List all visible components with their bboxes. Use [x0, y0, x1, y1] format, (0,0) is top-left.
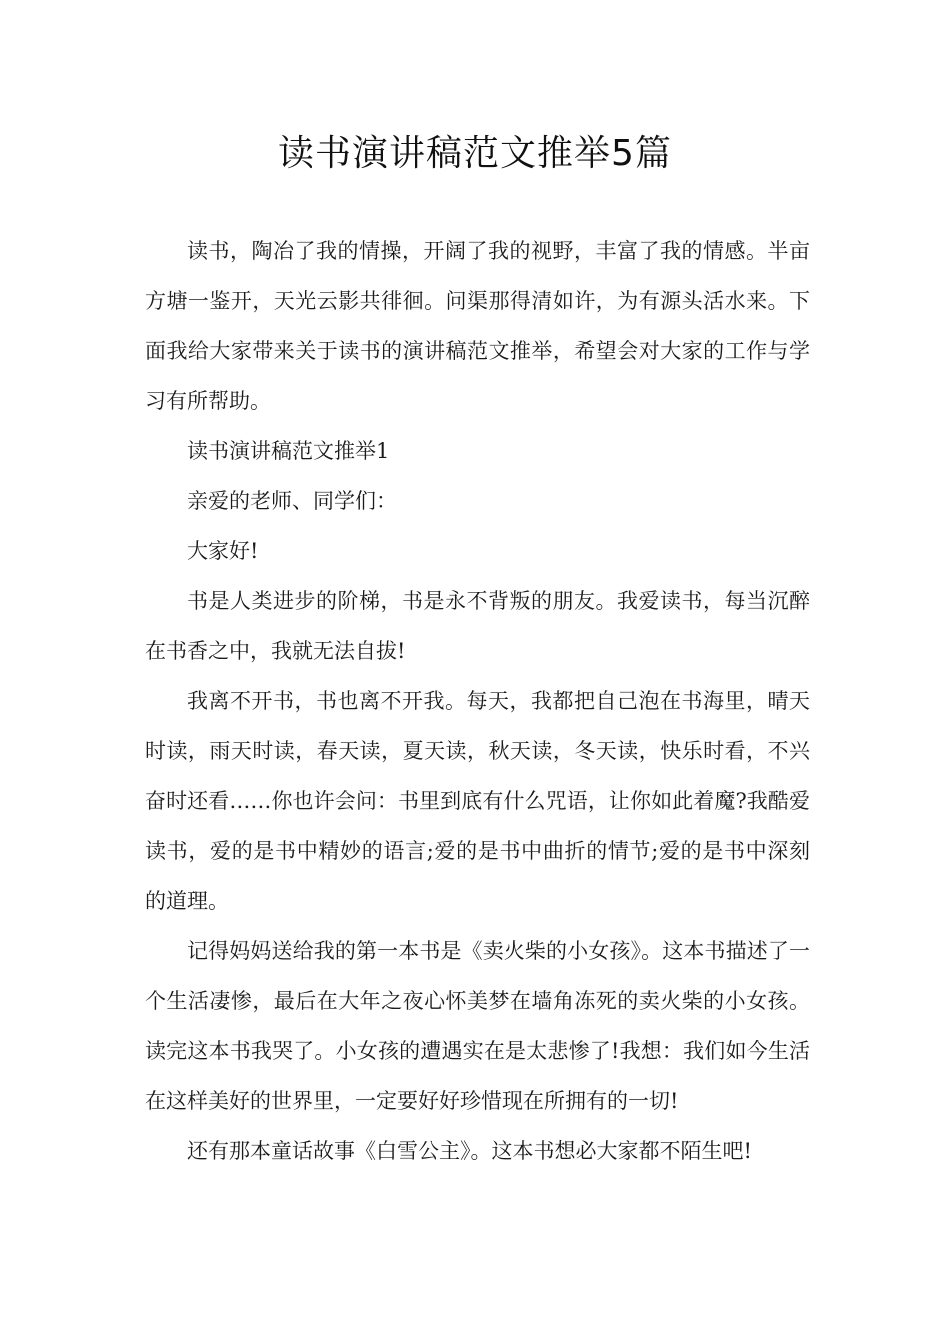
paragraph-intro: 读书，陶冶了我的情操，开阔了我的视野，丰富了我的情感。半亩方塘一鉴开，天光云影共徘徊。问渠那得清如许，为有源头活水来。下面我给大家带来关于读书的演讲稿范文推举，希望会对大家的工作与学习有所帮助。 — [145, 239, 810, 413]
paragraph-body: 还有那本童话故事《白雪公主》。这本书想必大家都不陌生吧! — [187, 1139, 752, 1163]
paragraph-greeting: 大家好! — [187, 539, 259, 563]
paragraph-body: 我离不开书，书也离不开我。每天，我都把自己泡在书海里，晴天时读，雨天时读，春天读，夏天读，秋天读，冬天读，快乐时看，不兴奋时还看……你也许会问：书里到底有什么咒语，让你如此着魔?我酷爱读书，爱的是书中精妙的语言;爱的是书中曲折的情节;爱的是书中深刻的道理。 — [145, 689, 810, 913]
document-title: 读书演讲稿范文推举5篇 — [278, 133, 672, 174]
paragraph-body: 书是人类进步的阶梯，书是永不背叛的朋友。我爱读书，每当沉醉在书香之中，我就无法自拔! — [145, 589, 810, 663]
paragraph-body: 记得妈妈送给我的第一本书是《卖火柴的小女孩》。这本书描述了一个生活凄惨，最后在大年之夜心怀美梦在墙角冻死的卖火柴的小女孩。读完这本书我哭了。小女孩的遭遇实在是太悲惨了!我想：我们如今生活在这样美好的世界里，一定要好好珍惜现在所拥有的一切! — [145, 939, 810, 1113]
paragraph-section-heading: 读书演讲稿范文推举1 — [187, 439, 390, 463]
document-body — [145, 226, 810, 1176]
paragraph-salutation: 亲爱的老师、同学们： — [187, 489, 397, 513]
